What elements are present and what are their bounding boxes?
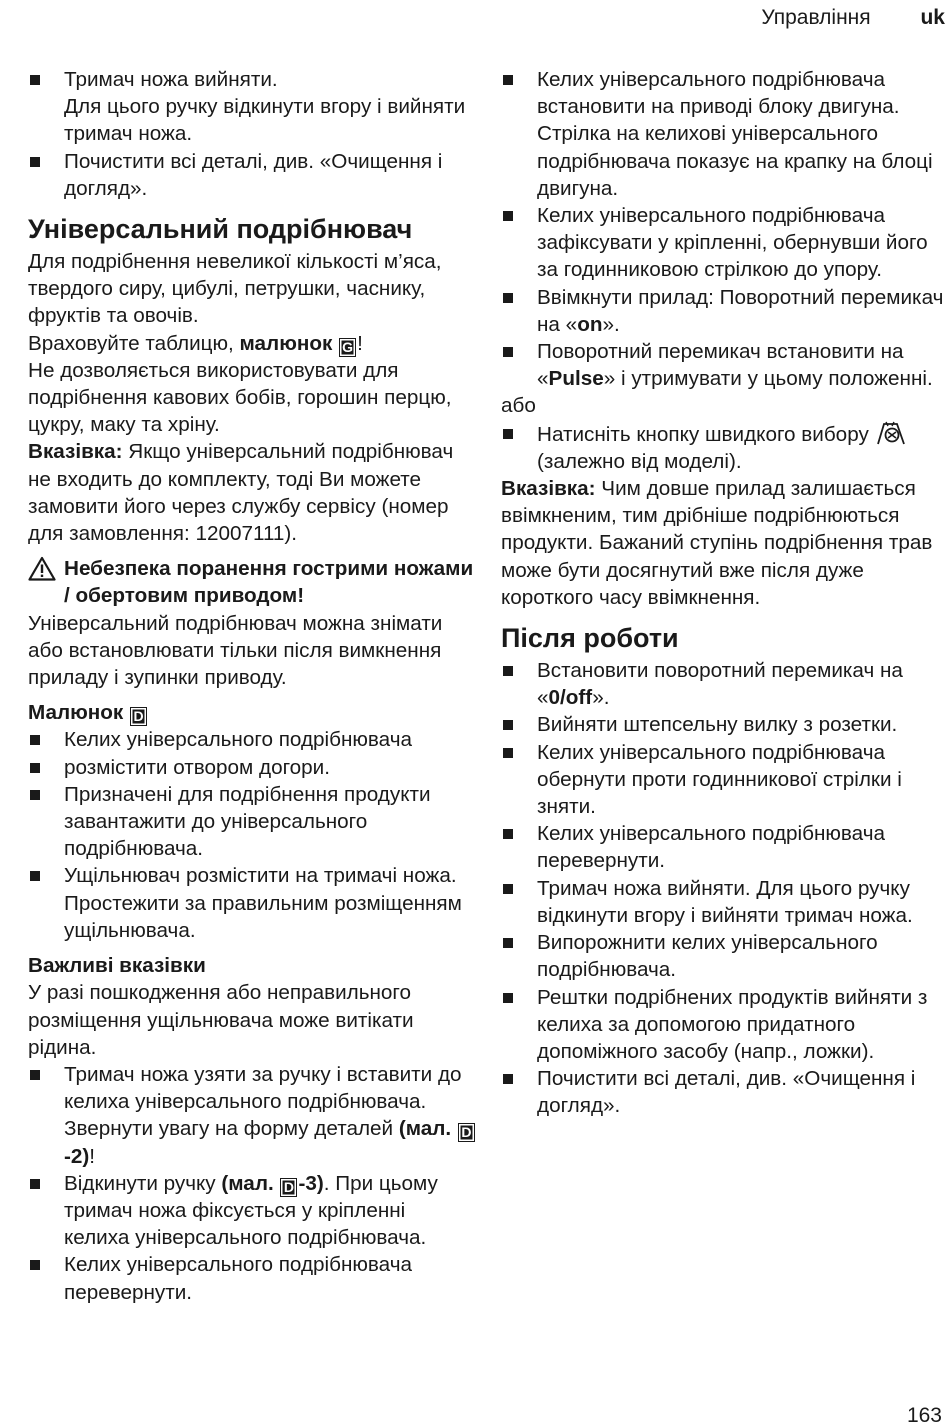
note-paragraph: Вказівка: Чим довше прилад залишається ввімкненим, тим дрібніше подрібнюються продукти. Бажаний ступінь подрібнення трав може бути досягнутий вже після дуже короткого часу ввімкнення.: [501, 477, 933, 609]
list-item: Почистити всі деталі, див. «Очищення і догляд».: [501, 1065, 947, 1119]
bullet-square-icon: [503, 293, 513, 303]
bullet-square-icon: [503, 993, 513, 1003]
bullet-square-icon: [30, 157, 40, 167]
left-column: [28, 66, 476, 1306]
bullet-square-icon: [30, 1179, 40, 1189]
header-language-code: uk: [920, 6, 945, 29]
bullet-square-icon: [30, 735, 40, 745]
important-notes-title: Важливі вказівки: [28, 954, 206, 978]
note-paragraph: Вказівка: Якщо універсальний подрібнювач не входить до комплекту, тоді Ви можете замовити його через службу сервісу (номер для замовлення: 12007111).: [28, 440, 454, 546]
list-item: Почистити всі деталі, див. «Очищення і догляд».: [28, 148, 476, 202]
list-item: Тримач ножа вийняти. Для цього ручку відкинути вгору і вийняти тримач ножа.: [28, 66, 476, 148]
figure-label: Малюнок D: [28, 699, 476, 726]
list-item: Натисніть кнопку швидкого вибору (залежно від моделі).: [501, 420, 947, 475]
list-item: Ввімкнути прилад: Поворотний перемикач на «on».: [501, 284, 947, 338]
list-item: Келих універсального подрібнювача перевернути.: [28, 1251, 476, 1305]
bullet-square-icon: [503, 829, 513, 839]
list-item: Встановити поворотний перемикач на «0/off».: [501, 657, 947, 711]
figure-box-d: D: [130, 707, 147, 726]
page-header: [761, 6, 945, 30]
list-item: Відкинути ручку (мал. D -3). При цьому тримач ножа фіксується у кріпленні келиха універсального подрібнювача.: [28, 1170, 476, 1252]
bullet-square-icon: [30, 790, 40, 800]
bullet-square-icon: [503, 720, 513, 730]
bullet-square-icon: [30, 871, 40, 881]
list-item: Випорожнити келих універсального подрібнювача.: [501, 929, 947, 983]
bullet-square-icon: [503, 1074, 513, 1084]
list-item: Келих універсального подрібнювача встановити на приводі блоку двигуна. Стрілка на келихові універсального подрібнювача показує на крапку на блоці двигуна.: [501, 66, 947, 202]
paragraph-table-ref: Враховуйте таблицю, малюнок G !: [28, 331, 363, 355]
page-number: 163: [906, 1404, 942, 1427]
or-text: або: [501, 394, 536, 418]
bullet-square-icon: [30, 1070, 40, 1080]
bullet-square-icon: [503, 75, 513, 85]
list-item: Тримач ножа вийняти. Для цього ручку відкинути вгору і вийняти тримач ножа.: [501, 875, 947, 929]
paragraph-intro: Для подрібнення невеликої кількості м’яса, твердого сиру, цибулі, петрушки, часнику, фруктів та овочів.: [28, 250, 442, 328]
warning-triangle-icon: [28, 556, 56, 581]
header-section-title: Управління: [761, 6, 871, 29]
list-item: Келих універсального подрібнювача обернути проти годинникової стрілки і зняти.: [501, 739, 947, 821]
bullet-square-icon: [30, 75, 40, 85]
bullet-square-icon: [503, 666, 513, 676]
figure-box-d: D: [280, 1178, 297, 1197]
list-item: Рештки подрібнених продуктів вийняти з келиха за допомогою придатного допоміжного засобу (напр., ложки).: [501, 984, 947, 1066]
bullet-square-icon: [30, 763, 40, 773]
bullet-square-icon: [503, 938, 513, 948]
warning-text: Універсальний подрібнювач можна знімати або встановлювати тільки після вимкнення приладу і зупинки приводу.: [28, 611, 443, 690]
figure-box-g: G: [339, 338, 356, 357]
bullet-square-icon: [503, 748, 513, 758]
bullet-square-icon: [30, 1260, 40, 1270]
list-item: Келих універсального подрібнювача зафіксувати у кріпленні, обернувши його за годинниковою стрілкою до упору.: [501, 202, 947, 284]
quick-select-chopper-icon: [875, 420, 907, 446]
list-item: Келих універсального подрібнювача: [28, 726, 476, 753]
section-heading-after-work: Після роботи: [501, 623, 679, 654]
list-item: Ущільнювач розмістити на тримачі ножа. Простежити за правильним розміщенням ущільнювача.: [28, 862, 476, 944]
list-item: Призначені для подрібнення продукти завантажити до універсального подрібнювача.: [28, 781, 476, 863]
section-heading-universal-chopper: Універсальний подрібнювач: [28, 214, 413, 245]
important-notes-text: У разі пошкодження або неправильного розміщення ущільнювача може витікати рідина.: [28, 981, 414, 1059]
list-item: розмістити отвором догори.: [28, 754, 476, 781]
list-item: Поворотний перемикач встановити на «Pulse» і утримувати у цьому положенні.: [501, 338, 947, 392]
list-item: Келих універсального подрібнювача перевернути.: [501, 820, 947, 874]
bullet-square-icon: [503, 429, 513, 439]
right-column: [501, 66, 947, 1120]
paragraph-not-allowed: Не дозволяється використовувати для подрібнення кавових бобів, горошин перцю, цукру, маку та хріну.: [28, 358, 452, 437]
bullet-square-icon: [503, 347, 513, 357]
figure-box-d: D: [458, 1123, 475, 1142]
warning-title: Небезпека поранення гострими ножами / обертовим приводом!: [28, 555, 476, 609]
list-item: Тримач ножа узяти за ручку і вставити до келиха універсального подрібнювача. Звернути увагу на форму деталей (мал. D-2)!: [28, 1061, 476, 1170]
bullet-square-icon: [503, 211, 513, 221]
list-item: Вийняти штепсельну вилку з розетки.: [501, 711, 947, 738]
bullet-square-icon: [503, 884, 513, 894]
